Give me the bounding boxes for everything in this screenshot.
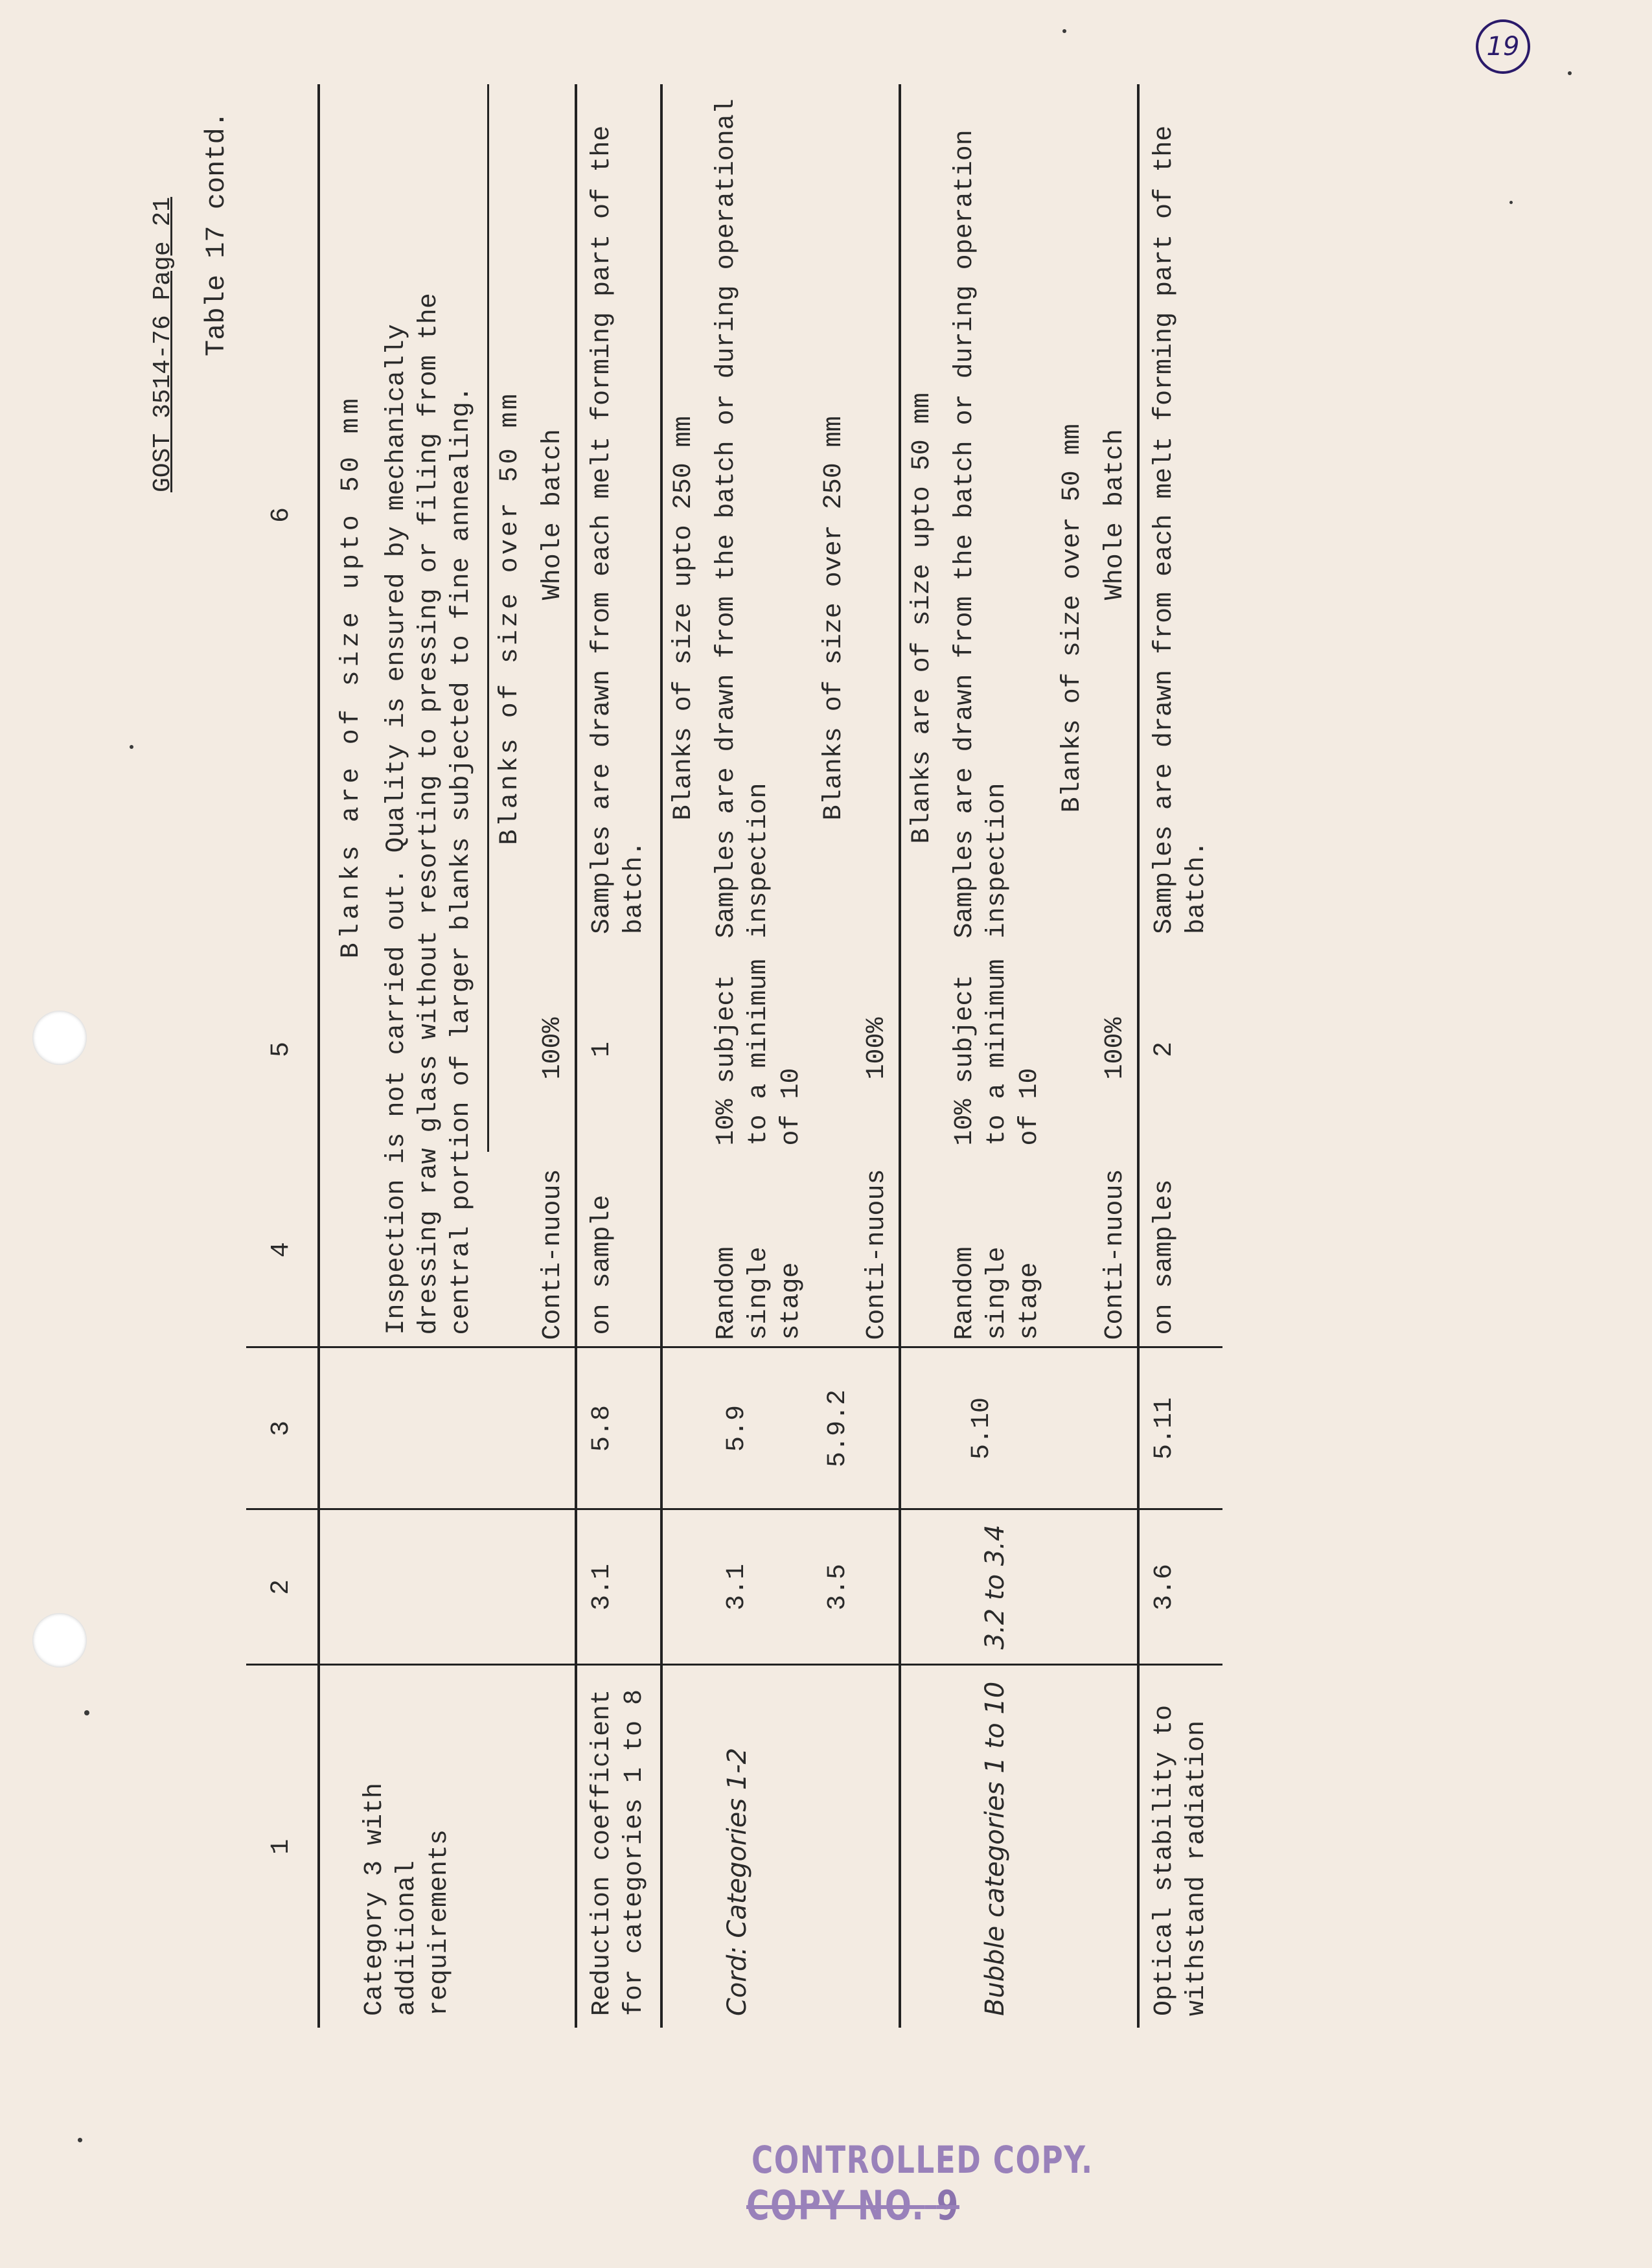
table-cell <box>319 1509 576 1665</box>
table-cell: 100% <box>862 1017 891 1080</box>
paper-speck <box>1062 29 1066 33</box>
stamp-copy-number: 9 <box>936 2182 959 2229</box>
sub-title: Blanks of size over 250 mm <box>820 416 849 821</box>
table-title: Table 17 contd. <box>201 111 232 356</box>
document-reference: GOST 3514-76 Page 21 <box>149 196 177 492</box>
table-cell: 5.9.2 <box>813 1347 900 1509</box>
table-cell: 10% subject to a minimum of 10 <box>950 959 1044 1146</box>
table-cell: 5.11 <box>1138 1347 1222 1509</box>
header-row <box>246 84 319 2028</box>
table-cell: 100% <box>538 1017 568 1080</box>
stamp-line-2 <box>746 2182 1033 2229</box>
merged-cell <box>900 84 1051 1347</box>
col-header: 3 <box>246 1347 319 1509</box>
table-cell: 1 <box>576 946 661 1153</box>
table-cell: Whole batch <box>1101 429 1130 601</box>
col-header: 2 <box>246 1509 319 1665</box>
table-cell: 5.8 <box>576 1347 661 1509</box>
table-row <box>900 84 1051 2028</box>
table-cell: Reduction coefficient for categories 1 to 8 <box>576 1665 661 2028</box>
merged-cell <box>319 84 487 1347</box>
punch-hole <box>32 1011 87 1065</box>
paper-speck <box>78 2138 82 2142</box>
table-cell: 3.6 <box>1138 1509 1222 1665</box>
table-cell: on samples <box>1138 1153 1222 1347</box>
table-cell: Samples are drawn from the batch or during operational inspection <box>712 98 774 939</box>
controlled-copy-stamp <box>746 2138 1114 2229</box>
paper-speck <box>1568 71 1572 75</box>
stamp-copy-label: COPY NO. <box>746 2182 925 2229</box>
sub-title: Blanks of size over 50 mm <box>1058 424 1087 813</box>
table-cell: Random single stage <box>712 1246 806 1340</box>
sub-title: Blanks of size over 50 mm <box>488 84 533 1152</box>
table-cell: Conti-nuous <box>1101 1169 1130 1340</box>
table-cell: Samples are drawn from each melt forming part of the batch. <box>576 84 661 946</box>
merged-cell <box>1051 84 1138 1347</box>
table-cell: 5.9 <box>661 1347 813 1509</box>
page-number-circle: 19 <box>1476 19 1530 74</box>
table-row <box>576 84 661 2028</box>
table-row <box>1138 84 1222 2028</box>
merged-cell <box>813 84 900 1347</box>
table-cell: Conti-nuous <box>538 1169 568 1340</box>
span-text: Inspection is not carried out. Quality is ensured by mechanically dressing raw glass without resorting to pressing or filing from the central portion of larger blanks subjected to fine annealing. <box>382 293 476 1335</box>
table-cell: on sample <box>576 1153 661 1347</box>
table-cell: 3.1 <box>661 1509 813 1665</box>
table-cell: Samples are drawn from each melt forming part of the batch. <box>1138 84 1222 946</box>
table-cell: 5.10 <box>900 1347 1138 1509</box>
table-cell: Random single stage <box>950 1246 1044 1340</box>
merged-cell <box>661 84 813 1347</box>
table-cell: Cord: Categories 1-2 <box>661 1665 900 2028</box>
table-row <box>319 84 487 2028</box>
col-header: 4 <box>246 1153 319 1347</box>
rotated-document <box>149 84 1600 2028</box>
sub-table <box>487 84 575 1347</box>
table-cell: 3.5 <box>813 1509 900 1665</box>
col-header: 5 <box>246 946 319 1153</box>
table-cell: Conti-nuous <box>862 1169 891 1340</box>
table-cell: Category 3 with additional requirements <box>319 1665 576 2028</box>
table-cell: Bubble categories 1 to 10 <box>900 1665 1138 2028</box>
merged-cell <box>487 84 576 1347</box>
paper-speck <box>130 745 133 749</box>
table-cell: 3.1 <box>576 1509 661 1665</box>
paper-speck <box>84 1710 89 1715</box>
table-cell: 2 <box>1138 946 1222 1153</box>
stamp-line-1: CONTROLLED COPY. <box>751 2138 1094 2182</box>
sub-title: Blanks of size upto 250 mm <box>669 416 698 821</box>
col-header: 6 <box>246 84 319 946</box>
table-cell: 3.2 to 3.4 <box>900 1509 1138 1665</box>
specification-table <box>246 84 1222 2028</box>
table-cell: Optical stability to withstand radiation <box>1138 1665 1222 2028</box>
table-row <box>661 84 813 2028</box>
col-header: 1 <box>246 1665 319 2028</box>
sub-title: Blanks are of size upto 50 mm <box>908 393 937 844</box>
punch-hole <box>32 1613 87 1667</box>
table-cell: Samples are drawn from the batch or during operation inspection <box>950 130 1012 939</box>
span-title: Blanks are of size upto 50 mm <box>337 395 366 959</box>
table-cell: 100% <box>1101 1017 1130 1080</box>
table-cell: Whole batch <box>538 429 568 601</box>
table-cell <box>319 1347 576 1509</box>
table-cell: 10% subject to a minimum of 10 <box>712 959 806 1146</box>
